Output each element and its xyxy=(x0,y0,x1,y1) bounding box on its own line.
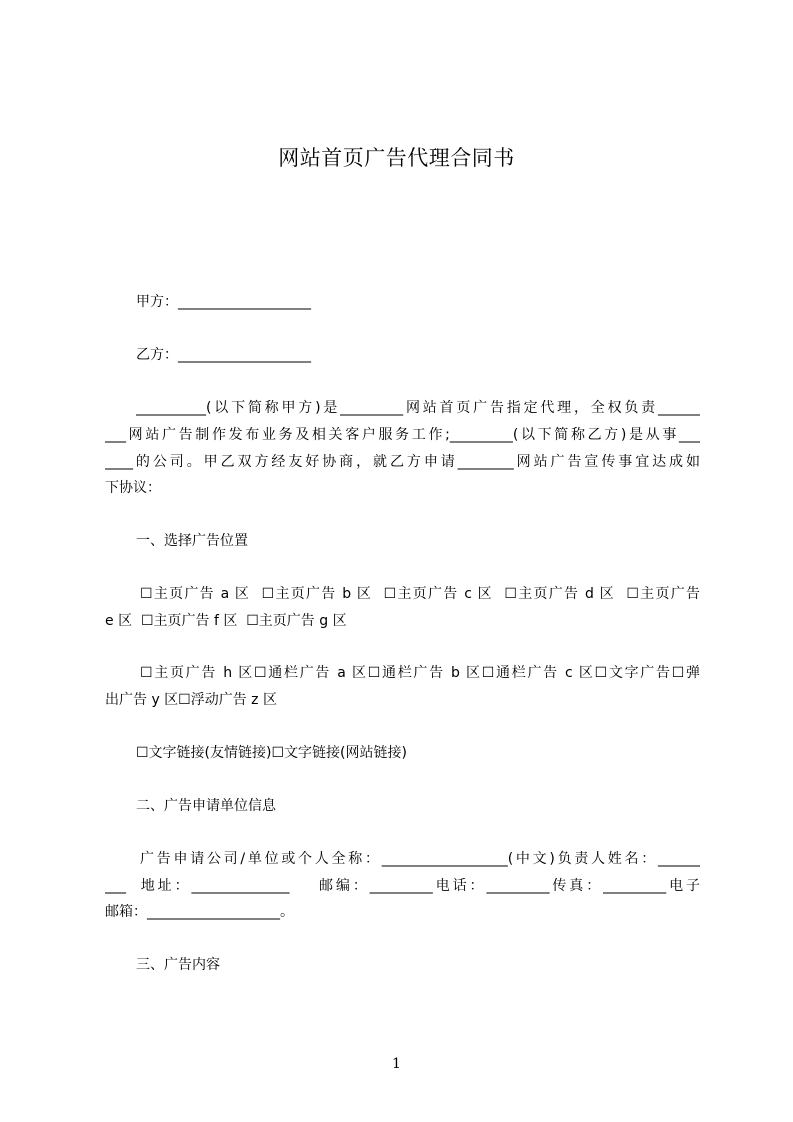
ad-position-options-line-2: e 区 ☐主页广告 f 区 ☐主页广告 g 区 xyxy=(105,613,347,629)
party-b-line: 乙方：___________________ xyxy=(136,347,311,363)
intro-line-3: ____的公司。甲乙双方经友好协商，就乙方申请________网站广告宣传事宜达成如 xyxy=(105,454,700,470)
page-number: 1 xyxy=(392,1056,401,1072)
document-title: 网站首页广告代理合同书 xyxy=(278,146,515,170)
section2-heading: 二、广告申请单位信息 xyxy=(136,798,276,814)
ad-position-options-line-1: ☐主页广告 a 区 ☐主页广告 b 区 ☐主页广告 c 区 ☐主页广告 d 区 ☐主页广告 xyxy=(140,586,700,602)
section3-heading: 三、广告内容 xyxy=(136,957,220,973)
intro-line-4: 下协议： xyxy=(105,480,161,496)
text-link-options: ☐文字链接(友情链接)☐文字链接(网站链接) xyxy=(136,745,407,761)
ad-position-options-line-4: 出广告 y 区☐浮动广告 z 区 xyxy=(105,692,277,708)
intro-line-1: __________(以下简称甲方)是_________网站首页广告指定代理，全权负责______ xyxy=(136,400,700,416)
applicant-info-line-2: ___ 地址：______________ 邮编：_________电话：_________传真：_________电子 xyxy=(105,878,700,894)
applicant-info-line-3: 邮箱：___________________。 xyxy=(105,904,294,920)
intro-line-2: ___网站广告制作发布业务及相关客户服务工作;_________(以下简称乙方)是从事___ xyxy=(105,427,700,443)
applicant-info-line-1: 广告申请公司/单位或个人全称：__________________(中文)负责人姓名：______ xyxy=(140,851,700,867)
section1-heading: 一、选择广告位置 xyxy=(136,533,248,549)
party-a-line: 甲方：___________________ xyxy=(136,294,311,310)
ad-position-options-line-3: ☐主页广告 h 区☐通栏广告 a 区☐通栏广告 b 区☐通栏广告 c 区☐文字广告☐弹 xyxy=(140,665,700,681)
